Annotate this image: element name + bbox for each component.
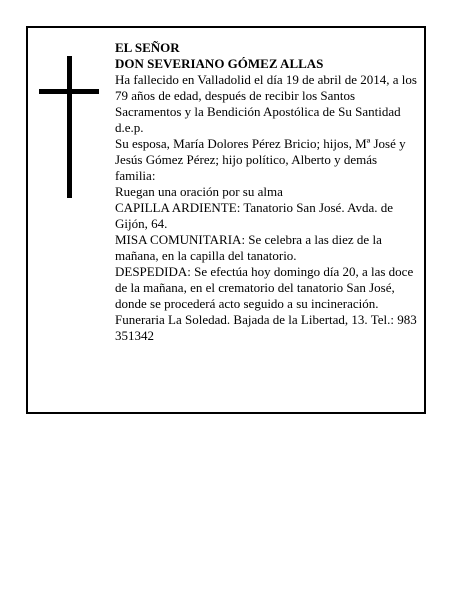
obituary-notice — [26, 26, 426, 414]
cross-vertical-bar — [67, 56, 72, 198]
paragraph-farewell: DESPEDIDA: Se efectúa hoy domingo día 20, a las doce de la mañana, en el crematorio del tanatorio San José, donde se procederá acto seguido a su incineración. — [115, 264, 414, 311]
notice-heading-title: EL SEÑOR — [115, 40, 180, 55]
paragraph-death-announcement: Ha fallecido en Valladolid el día 19 de abril de 2014, a los 79 años de edad, después de recibir los Santos Sacramentos y la Bendición Apostólica de Su Santidad d.e.p. — [115, 72, 417, 135]
cross-horizontal-bar — [39, 89, 99, 94]
paragraph-chapel: CAPILLA ARDIENTE: Tanatorio San José. Avda. de Gijón, 64. — [115, 200, 394, 231]
paragraph-mass: MISA COMUNITARIA: Se celebra a las diez de la mañana, en la capilla del tanatorio. — [115, 232, 382, 263]
notice-text — [115, 40, 420, 344]
paragraph-funeral-home: Funeraria La Soledad. Bajada de la Libertad, 13. Tel.: 983 351342 — [115, 312, 417, 343]
notice-heading-name: DON SEVERIANO GÓMEZ ALLAS — [115, 56, 324, 71]
paragraph-family: Su esposa, María Dolores Pérez Bricio; hijos, Mª José y Jesús Gómez Pérez; hijo político, Alberto y demás familia: — [115, 136, 406, 183]
cross-icon — [39, 56, 99, 198]
paragraph-prayer-request: Ruegan una oración por su alma — [115, 184, 283, 199]
